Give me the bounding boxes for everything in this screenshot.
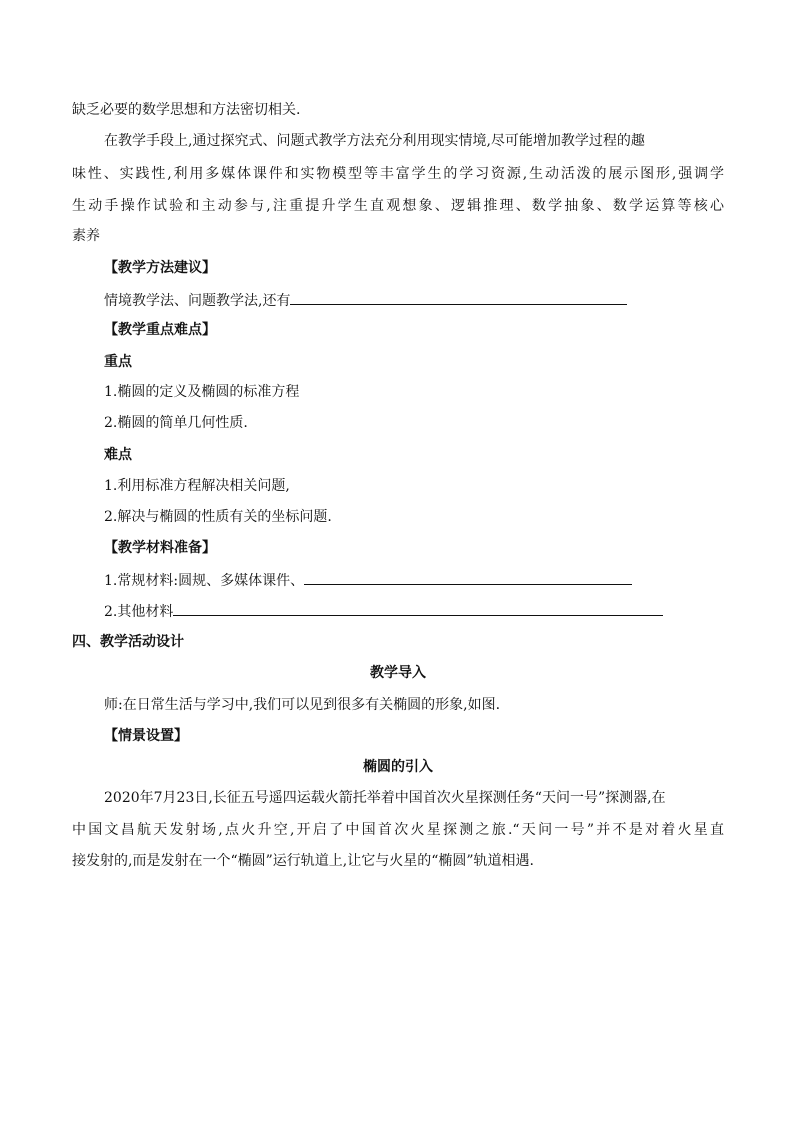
materials-item: 2.其他材料 bbox=[104, 604, 174, 620]
difficulty-item: 1.利用标准方程解决相关问题, bbox=[104, 478, 290, 494]
paragraph-line: 素养 bbox=[72, 228, 100, 244]
keypoints-heading: 【教学重点难点】 bbox=[104, 322, 216, 338]
story-line: 2020年7月23日,长征五号遥四运载火箭托举着中国首次火星探测任务“天问一号”探测器,在 bbox=[104, 790, 666, 806]
focus-item: 2.椭圆的简单几何性质. bbox=[104, 415, 248, 431]
section-title: 四、教学活动设计 bbox=[72, 634, 184, 650]
fill-blank bbox=[290, 289, 627, 305]
paragraph-line: 味性、实践性,利用多媒体课件和实物模型等丰富学生的学习资源,生动活泼的展示图形,强调学 bbox=[72, 166, 724, 182]
story-line: 接发射的,而是发射在一个“椭圆”运行轨道上,让它与火星的“椭圆”轨道相遇. bbox=[72, 853, 534, 869]
materials-line bbox=[104, 569, 756, 591]
materials-heading: 【教学材料准备】 bbox=[104, 540, 216, 556]
fill-blank bbox=[173, 600, 663, 616]
paragraph-line: 在教学手段上,通过探究式、问题式教学方法充分利用现实情境,尽可能增加教学过程的趣 bbox=[104, 133, 645, 149]
paragraph-line: 缺乏必要的数学思想和方法密切相关. bbox=[72, 102, 301, 118]
methods-heading: 【教学方法建议】 bbox=[104, 260, 216, 276]
materials-item: 1.常规材料:圆规、多媒体课件、 bbox=[104, 573, 305, 589]
sub-title: 椭圆的引入 bbox=[363, 759, 433, 775]
intro-title: 教学导入 bbox=[370, 665, 426, 681]
story-line: 中国文昌航天发射场,点火升空,开启了中国首次火星探测之旅.“天问一号”并不是对着火星直 bbox=[72, 822, 724, 838]
teacher-line: 师:在日常生活与学习中,我们可以见到很多有关椭圆的形象,如图. bbox=[104, 697, 501, 713]
materials-line bbox=[104, 600, 756, 622]
focus-title: 重点 bbox=[104, 354, 132, 370]
fill-blank bbox=[304, 569, 632, 585]
methods-line bbox=[104, 289, 756, 311]
difficulty-title: 难点 bbox=[104, 447, 132, 463]
paragraph-line: 生动手操作试验和主动参与,注重提升学生直观想象、逻辑推理、数学抽象、数学运算等核心 bbox=[72, 198, 724, 214]
methods-text: 情境教学法、问题教学法,还有 bbox=[104, 293, 291, 309]
scene-heading: 【情景设置】 bbox=[104, 728, 188, 744]
focus-item: 1.椭圆的定义及椭圆的标准方程 bbox=[104, 384, 300, 400]
difficulty-item: 2.解决与椭圆的性质有关的坐标问题. bbox=[104, 509, 332, 525]
